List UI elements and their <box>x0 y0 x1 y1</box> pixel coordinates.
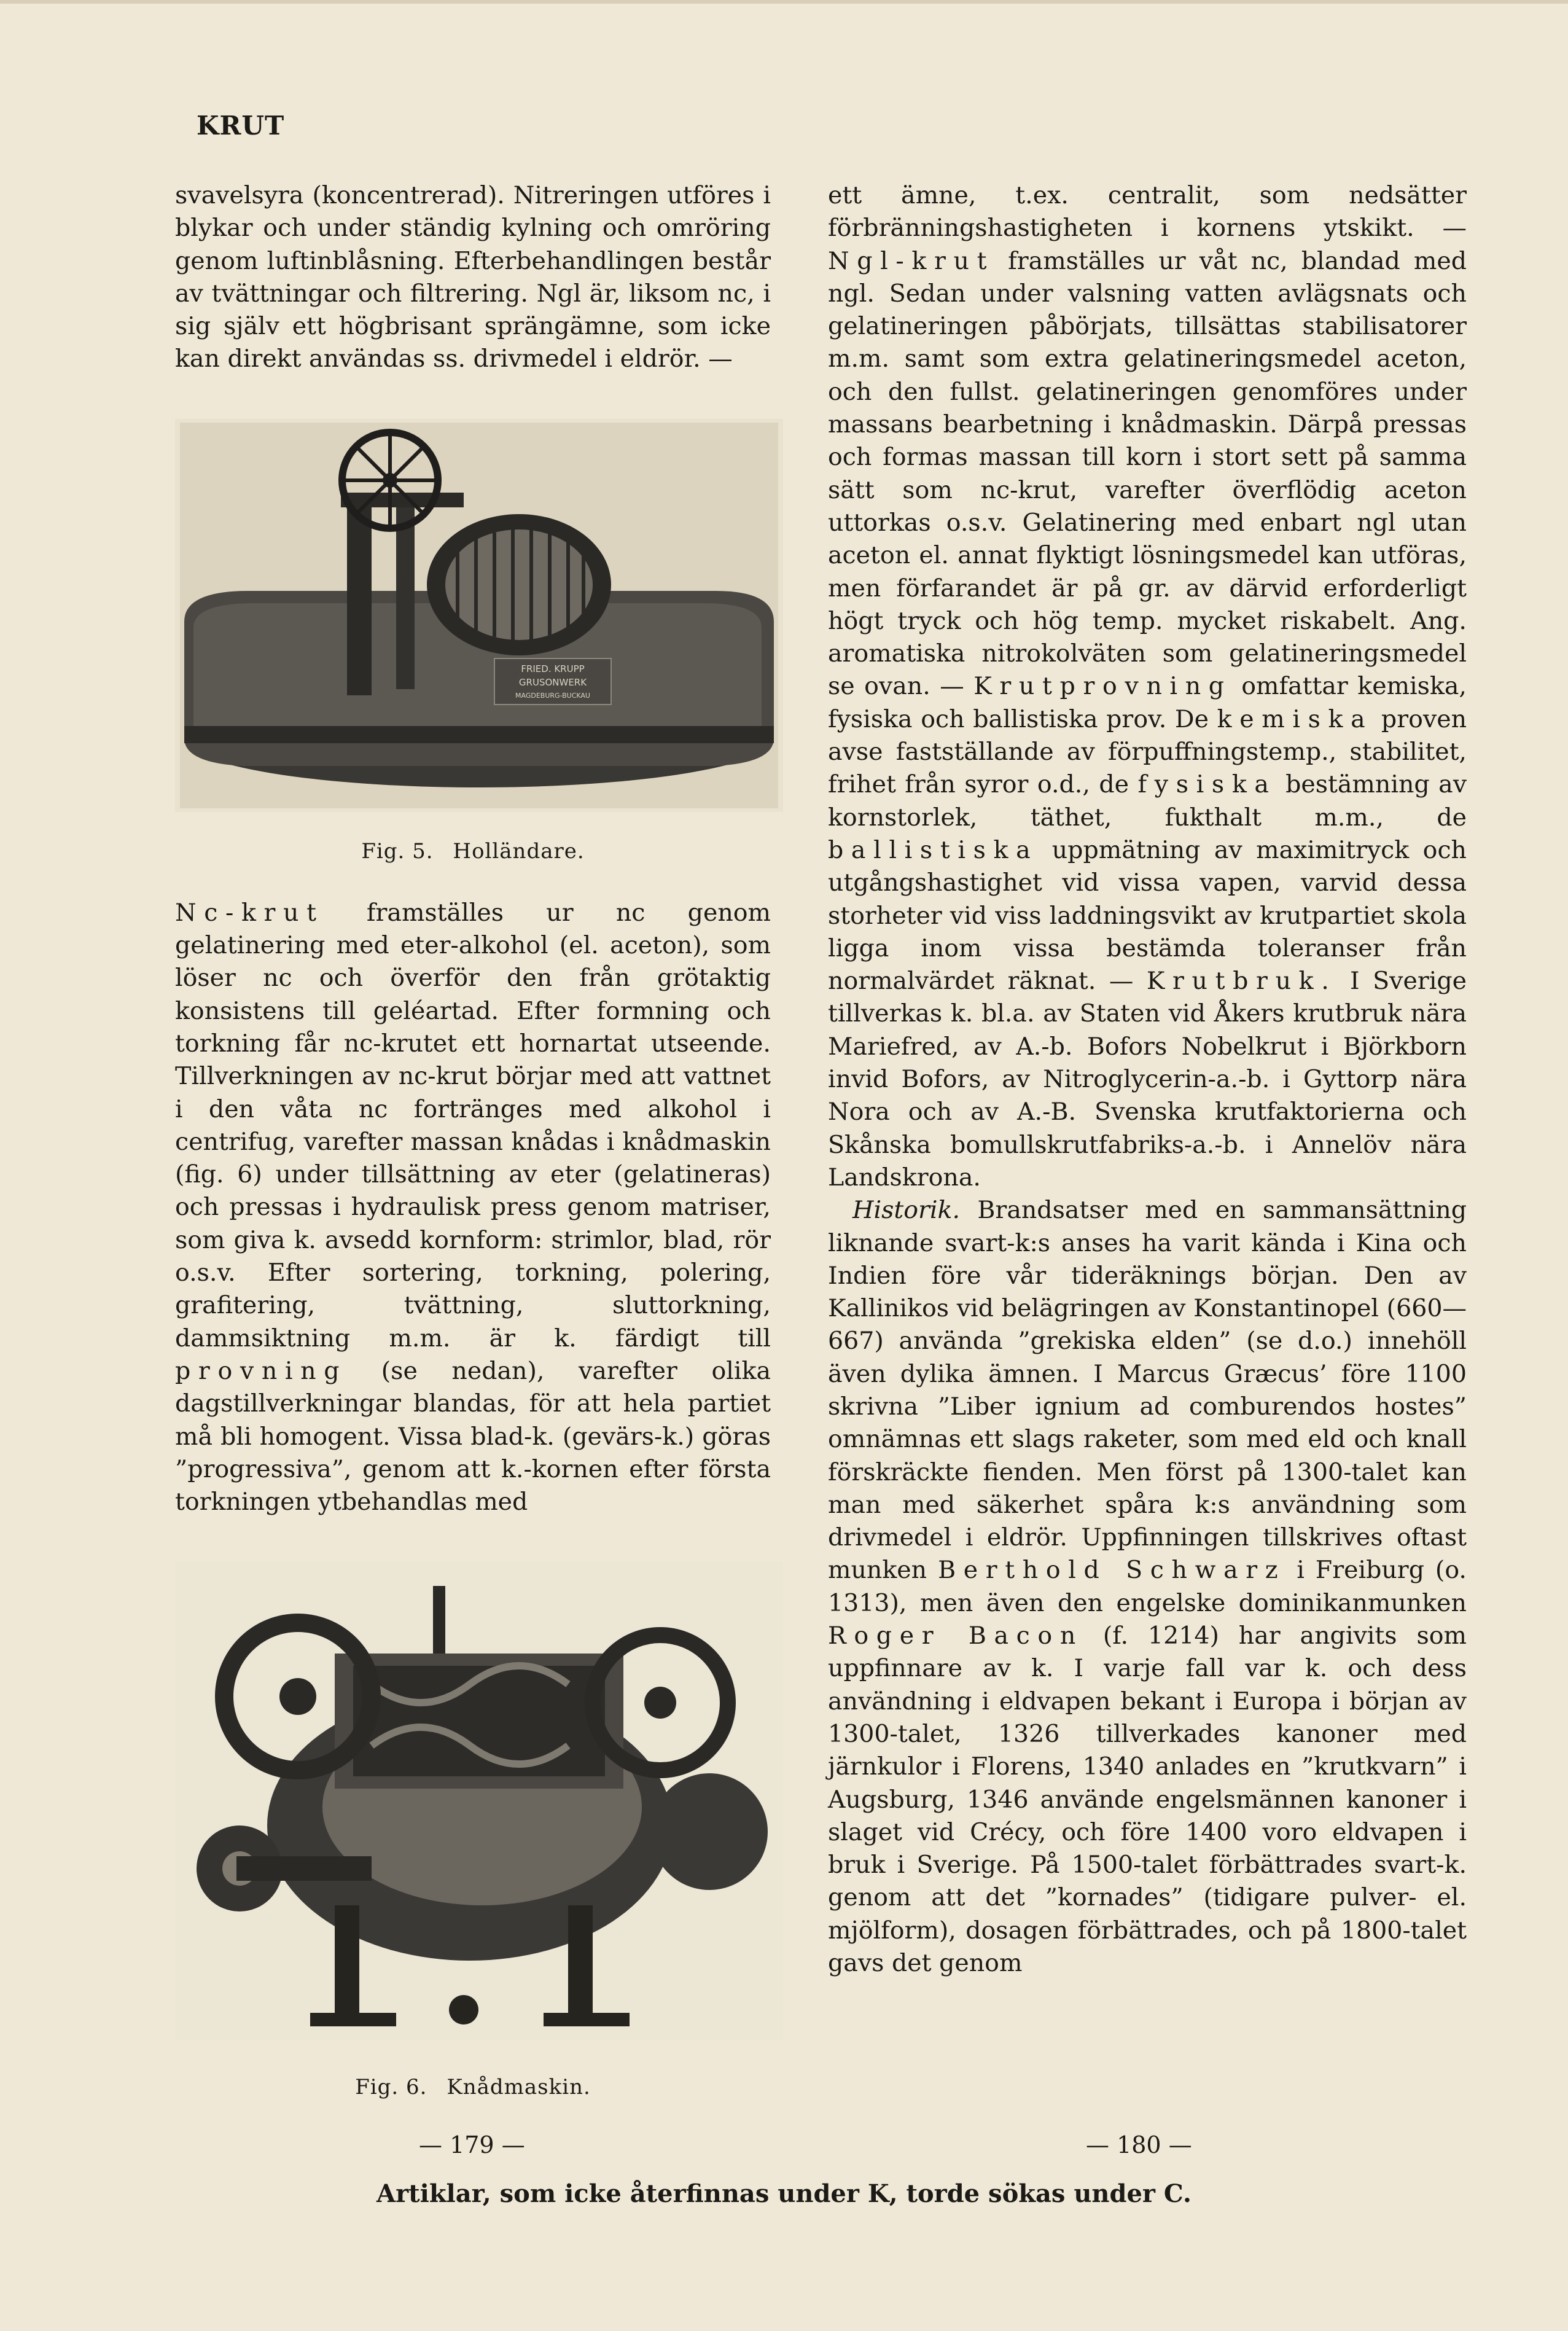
figure-6-title: Knådmaskin. <box>447 2075 591 2100</box>
name-roger-bacon: Roger Bacon <box>828 1622 1083 1650</box>
figure-6-number: Fig. 6. <box>355 2075 427 2100</box>
figure-5 <box>175 419 771 864</box>
term-ballistiska: ballistiska <box>828 835 1039 864</box>
term-kemiska: kemiska <box>1217 705 1373 733</box>
svg-text:MAGDEBURG-BUCKAU: MAGDEBURG-BUCKAU <box>515 691 590 700</box>
term-ngl-krut: Ngl-krut <box>828 246 995 275</box>
figure-5-number: Fig. 5. <box>361 838 434 864</box>
footer-note: Artiklar, som icke återfinnas under K, torde sökas under C. <box>376 2179 1192 2208</box>
kneading-machine-photo <box>175 1561 783 2040</box>
term-krutbruk: Krutbruk. <box>1146 967 1337 996</box>
left-paragraph-2: Nc-krut framställes ur nc genom gelatinering med eter-alkohol (el. aceton), som löser nc och överför den från grötaktig konsistens till geléartad. Efter formning och torkning får nc-krutet ett hornartat utseende. Tillverkningen av nc-krut börjar med att vattnet i den våta nc fortränges med alkohol i centrifug, varefter massan knådas i knådmaskin (fig. 6) under tillsättning av eter (gelatineras) och pressas i hydraulisk press genom matriser, som giva k. avsedd kornform: strimlor, blad, rör o.s.v. Efter sortering, torkning, polering, grafitering, tvättning, sluttorkning, dammsiktning m.m. är k. färdigt till provning (se nedan), varefter olika dagstillverkningar blandas, för att hela partiet må bli homogent. Vissa blad-k. (gevärs-k.) göras ”progressiva”, genom att k.-kornen efter första torkningen ytbehandlas med <box>175 898 771 1517</box>
hollander-machine-photo <box>175 419 783 812</box>
figure-6 <box>175 1561 771 2099</box>
left-column <box>175 179 771 2099</box>
figure-5-title: Holländare. <box>453 838 585 864</box>
figure-5-caption <box>175 839 771 864</box>
term-krutprovning: Krutprovning <box>973 672 1232 701</box>
svg-text:GRUSONWERK: GRUSONWERK <box>518 676 587 688</box>
running-head: KRUT <box>197 111 285 141</box>
right-page-number: — 180 — <box>1086 2131 1192 2158</box>
right-column <box>828 179 1467 1980</box>
left-paragraph-1: svavelsyra (koncentrerad). Nitreringen utföres i blykar och under ständig kylning och omröring genom luftinblåsning. Efterbehandlingen består av tvättningar och filtrering. Ngl är, liksom nc, i sig själv ett högbrisant sprängämne, som icke kan direkt användas ss. drivmedel i eldrör. — <box>175 181 771 373</box>
name-berthold-schwarz: Berthold Schwarz <box>938 1556 1286 1585</box>
right-paragraph-1: ett ämne, t.ex. centralit, som nedsätter förbränningshastigheten i kornens ytskikt. — Ngl-krut framställes ur våt nc, blandad med ngl. Sedan under valsning vatten avlägsnats och gelatineringen påbörjats, tillsättas stabilisatorer m.m. samt som extra gelatineringsmedel aceton, och den fullst. gelatineringen genomföres under massans bearbetning i knådmaskin. Därpå pressas och formas massan till korn i stort sett på samma sätt som nc-krut, varefter överflödig aceton uttorkas o.s.v. Gelatinering med enbart ngl utan aceton el. annat flyktigt lösningsmedel kan utföras, men förfarandet är på gr. av därvid erforderligt högt tryck och hög temp. mycket riskabelt. Ang. aromatiska nitrokolväten som gelatineringsmedel se ovan. — Krutprovning omfattar kemiska, fysiska och ballistiska prov. De kemiska proven avse fastställande av förpuffningstemp., stabilitet, frihet från syror o.d., de fysiska bestämning av kornstorlek, täthet, fukthalt m.m., de ballistiska uppmätning av maximitryck och utgångshastighet vid vissa vapen, varvid dessa storheter vid viss laddningsvikt av krutpartiet skola ligga inom vissa bestämda toleranser från normalvärdet räknat. — Krutbruk. I Sverige tillverkas k. bl.a. av Staten vid Åkers krutbruk nära Mariefred, av A.-b. Bofors Nobelkrut i Björkborn invid Bofors, av Nitroglycerin-a.-b. i Gyttorp nära Nora och av A.-B. Svenska krutfaktorierna och Skånska bomullskrutfabriks-a.-b. i Annelöv nära Landskrona. <box>828 181 1467 1192</box>
page-top-edge <box>0 0 1568 4</box>
right-paragraph-2: Historik. Brandsatser med en sammansättning liknande svart-k:s anses ha varit kända i Kina och Indien före vår tideräknings början. Den av Kallinikos vid belägringen av Konstantinopel (660—667) använda ”grekiska elden” (se d.o.) innehöll även dylika ämnen. I Marcus Græcus’ före 1100 skrivna ”Liber ignium ad comburendos hostes” omnämnas ett slags raketer, som med eld och knall förskräckte fienden. Men först på 1300-talet kan man med säkerhet spåra k:s användning som drivmedel i eldrör. Uppfinningen tillskrives oftast munken Berthold Schwarz i Freiburg (o. 1313), men även den engelske dominikanmunken Roger Bacon (f. 1214) har angivits som uppfinnare av k. I varje fall var k. och dess användning i eldvapen bekant i Europa i början av 1300-talet, 1326 tillverkades kanoner med järnkulor i Florens, 1340 anlades en ”krutkvarn” i Augsburg, 1346 använde engelsmännen kanoner i slaget vid Crécy, och före 1400 voro eldvapen i bruk i Sverige. På 1500-talet förbättrades svart-k. genom att det ”kornades” (tidigare pulver- el. mjölform), dosagen förbättrades, och på 1800-talet gavs det genom <box>828 1196 1467 1978</box>
term-nc-krut: Nc-krut <box>175 898 324 927</box>
term-fysiska: fysiska <box>1137 770 1277 799</box>
term-historik: Historik. <box>852 1196 961 1225</box>
svg-text:FRIED. KRUPP: FRIED. KRUPP <box>521 663 585 674</box>
figure-6-caption <box>175 2075 771 2099</box>
left-page-number: — 179 — <box>419 2131 525 2158</box>
term-provning: provning <box>175 1356 348 1385</box>
